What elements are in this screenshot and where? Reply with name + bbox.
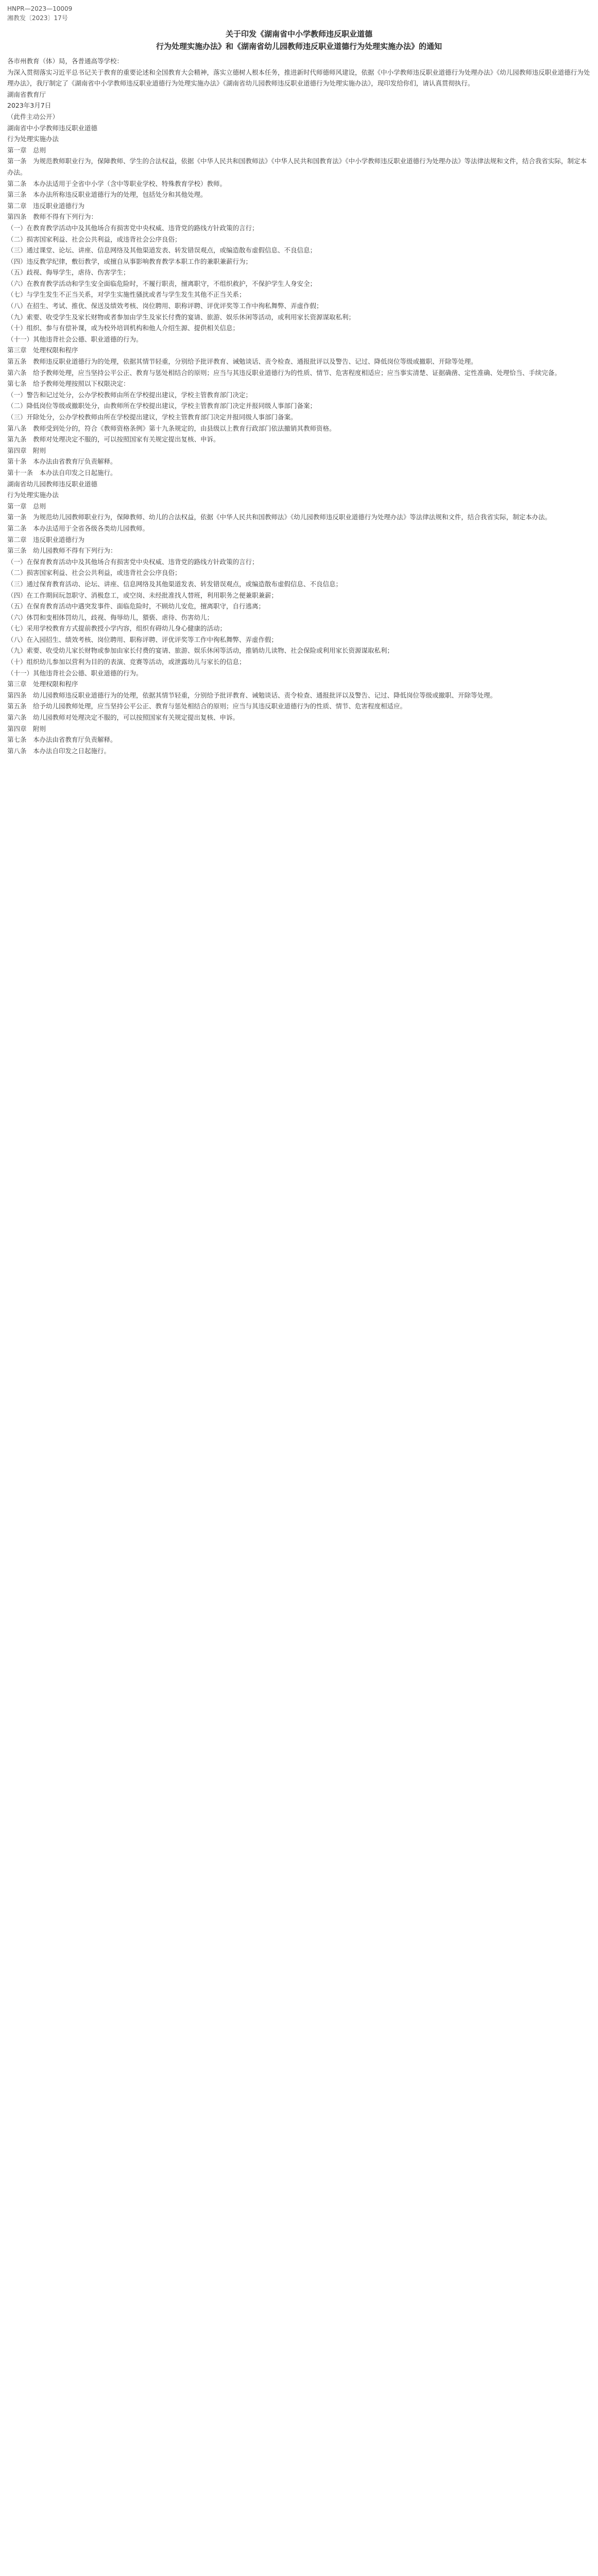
paragraph: （七）与学生发生不正当关系，对学生实施性骚扰或者与学生发生其他不正当关系；	[7, 291, 246, 299]
paragraph: 第六条 幼儿园教师对处理决定不服的，可以按照国家有关规定提出复核、申诉。	[7, 714, 240, 722]
document-body	[7, 56, 591, 756]
paragraph: 第二条 本办法适用于全省各级各类幼儿园教师。	[7, 524, 149, 532]
paragraph: 湖南省幼儿园教师违反职业道德	[7, 480, 98, 488]
paragraph: 第一章 总则	[7, 146, 46, 154]
paragraph: 第三条 幼儿园教师不得有下列行为：	[7, 547, 117, 555]
paragraph: 第五条 教师违反职业道德行为的处理，依据其情节轻重，分别给予批评教育、诫勉谈话、责令检查、通报批评以及警告、记过、降低岗位等级或撤职、开除等处理。	[7, 358, 477, 366]
paragraph: 第二章 违反职业道德行为	[7, 201, 85, 210]
paragraph: （二）损害国家利益、社会公共利益，或违背社会公序良俗；	[7, 569, 181, 577]
paragraph: （十）组织幼儿参加以营利为目的的表演、竞赛等活动，或泄露幼儿与家长的信息；	[7, 658, 246, 666]
paragraph: （十一）其他违背社会公德、职业道德的行为。	[7, 335, 143, 343]
paragraph: （六）体罚和变相体罚幼儿，歧视、侮辱幼儿，猥亵、虐待、伤害幼儿；	[7, 613, 214, 621]
document-file-number: 湘教发〔2023〕17号	[7, 14, 68, 22]
paragraph: （此件主动公开）	[7, 112, 59, 121]
paragraph: 第三条 本办法所称违反职业道德行为的处理，包括处分和其他处理。	[7, 191, 207, 199]
paragraph: 第五条 给予幼儿园教师处理，应当坚持公平公正、教育与惩处相结合的原则；应当与其违反职业道德行为的性质、情节、危害程度相适应。	[7, 702, 407, 710]
paragraph: 第四章 附则	[7, 446, 46, 454]
paragraph: （六）在教育教学活动和学生安全面临危险时，不履行职责，擅离职守，不组织救护，不保护学生人身安全；	[7, 279, 317, 287]
paragraph: （三）开除处分，公办学校教师由所在学校提出建议，学校主管教育部门决定并报同级人事部门备案。	[7, 413, 297, 421]
title-line-2: 行为处理实施办法》和《湖南省幼儿园教师违反职业道德行为处理实施办法》的通知	[156, 42, 442, 51]
paragraph: 湖南省中小学教师违反职业道德	[7, 124, 98, 132]
paragraph: （二）降低岗位等级或撤职处分，由教师所在学校提出建议，学校主管教育部门决定并报同级人事部门备案；	[7, 402, 317, 410]
paragraph: 第十条 本办法由省教育厅负责解释。	[7, 457, 117, 466]
paragraph: 湖南省教育厅	[7, 90, 46, 98]
paragraph: 第九条 教师对处理决定不服的，可以按照国家有关规定提出复核、申诉。	[7, 435, 220, 444]
paragraph: 第四条 教师不得有下列行为：	[7, 213, 98, 221]
paragraph: （十）组织、参与有偿补课，或为校外培训机构和他人介绍生源、提供相关信息；	[7, 324, 240, 332]
paragraph: 第八条 教师受到处分的，符合《教师资格条例》第十九条规定的，由县级以上教育行政部门依法撤销其教师资格。	[7, 424, 336, 432]
paragraph: （一）在保育教育活动中及其他场合有损害党中央权威、违背党的路线方针政策的言行；	[7, 557, 259, 566]
paragraph: 第一条 为规范教师职业行为，保障教师、学生的合法权益，依据《中华人民共和国教师法》《中华人民共和国教育法》《中小学教师违反职业道德行为处理办法》等法律法规和文件，结合我省实际，制定本办法。	[7, 157, 587, 176]
paragraph: （四）违反教学纪律，敷衍教学，或擅自从事影响教育教学本职工作的兼职兼薪行为；	[7, 257, 252, 265]
paragraph: 第一条 为规范幼儿园教师职业行为，保障教师、幼儿的合法权益，依据《中华人民共和国教师法》《幼儿园教师违反职业道德行为处理办法》等法律法规和文件，结合我省实际，制定本办法。	[7, 513, 552, 521]
document-meta	[7, 4, 591, 23]
paragraph: （八）在招生、考试、推优、保送及绩效考核、岗位聘用、职称评聘、评优评奖等工作中徇私舞弊、弄虚作假；	[7, 302, 323, 310]
paragraph: 各市州教育（体）局，各普通高等学校：	[7, 57, 124, 65]
paragraph: 第四章 附则	[7, 724, 46, 733]
paragraph: 第十一条 本办法自印发之日起施行。	[7, 468, 117, 477]
paragraph: 第七条 本办法由省教育厅负责解释。	[7, 736, 117, 744]
paragraph: 第八条 本办法自印发之日起施行。	[7, 747, 111, 755]
paragraph: 第二章 违反职业道德行为	[7, 535, 85, 544]
paragraph: 行为处理实施办法	[7, 491, 59, 499]
paragraph: （五）在保育教育活动中遇突发事件、面临危险时，不顾幼儿安危，擅离职守，自行逃离；	[7, 602, 265, 611]
paragraph: （一）在教育教学活动中及其他场合有损害党中央权威、违背党的路线方针政策的言行；	[7, 224, 259, 232]
paragraph: （十一）其他违背社会公德、职业道德的行为。	[7, 669, 143, 677]
paragraph: 第六条 给予教师处理，应当坚持公平公正、教育与惩处相结合的原则；应当与其违反职业道德行为的性质、情节、危害程度相适应；应当事实清楚、证据确凿、定性准确、处理恰当、手续完备。	[7, 368, 561, 377]
title-line-1: 关于印发《湖南省中小学教师违反职业道德	[225, 29, 372, 39]
paragraph: 为深入贯彻落实习近平总书记关于教育的重要论述和全国教育大会精神，落实立德树人根本任务，推进新时代师德师风建设，依据《中小学教师违反职业道德行为处理办法》《幼儿园教师违反职业道德行为处理办法》，我厅制定了《湖南省中小学教师违反职业道德行为处理实施办法》《湖南省幼儿园教师违反职业道德行为处理实施办法》，现印发给你们，请认真贯彻执行。	[7, 68, 590, 88]
paragraph: 2023年3月7日	[7, 101, 52, 110]
paragraph: （九）索要、收受幼儿家长财物或参加由家长付费的宴请、旅游、娱乐休闲等活动，推销幼儿读物、社会保险或利用家长资源谋取私利；	[7, 647, 394, 655]
paragraph: 第二条 本办法适用于全省中小学（含中等职业学校、特殊教育学校）教师。	[7, 179, 227, 188]
paragraph: （四）在工作期间玩忽职守、消极怠工，或空岗、未经批准找人替班，利用职务之便兼职兼薪；	[7, 591, 278, 599]
document-number: HNPR—2023—10009	[7, 5, 73, 12]
paragraph: （二）损害国家利益、社会公共利益，或违背社会公序良俗；	[7, 235, 181, 243]
paragraph: 第四条 幼儿园教师违反职业道德行为的处理，依据其情节轻重，分别给予批评教育、诫勉谈话、责令检查、通报批评以及警告、记过、降低岗位等级或撤职、开除等处理。	[7, 691, 497, 699]
paragraph: （三）通过保育教育活动、论坛、讲座、信息网络及其他渠道发表、转发错误观点，或编造散布虚假信息、不良信息；	[7, 580, 343, 588]
paragraph: （九）索要、收受学生及家长财物或者参加由学生及家长付费的宴请、旅游、娱乐休闲等活动，或利用家长资源谋取私利；	[7, 313, 355, 321]
paragraph: （三）通过课堂、论坛、讲座、信息网络及其他渠道发表、转发错误观点，或编造散布虚假信息、不良信息；	[7, 246, 317, 255]
paragraph: 第七条 给予教师处理按照以下权限决定：	[7, 380, 130, 388]
document-title	[7, 28, 591, 53]
paragraph: 行为处理实施办法	[7, 135, 59, 143]
paragraph: 第一章 总则	[7, 502, 46, 510]
paragraph: （五）歧视、侮辱学生，虐待、伤害学生；	[7, 268, 130, 277]
paragraph: （七）采用学校教育方式提前教授小学内容，组织有碍幼儿身心健康的活动；	[7, 624, 227, 633]
paragraph: 第三章 处理权限和程序	[7, 680, 78, 688]
paragraph: （一）警告和记过处分，公办学校教师由所在学校提出建议，学校主管教育部门决定；	[7, 391, 252, 399]
paragraph: （八）在入园招生、绩效考核、岗位聘用、职称评聘、评优评奖等工作中徇私舞弊、弄虚作假；	[7, 635, 278, 643]
paragraph: 第三章 处理权限和程序	[7, 346, 78, 354]
